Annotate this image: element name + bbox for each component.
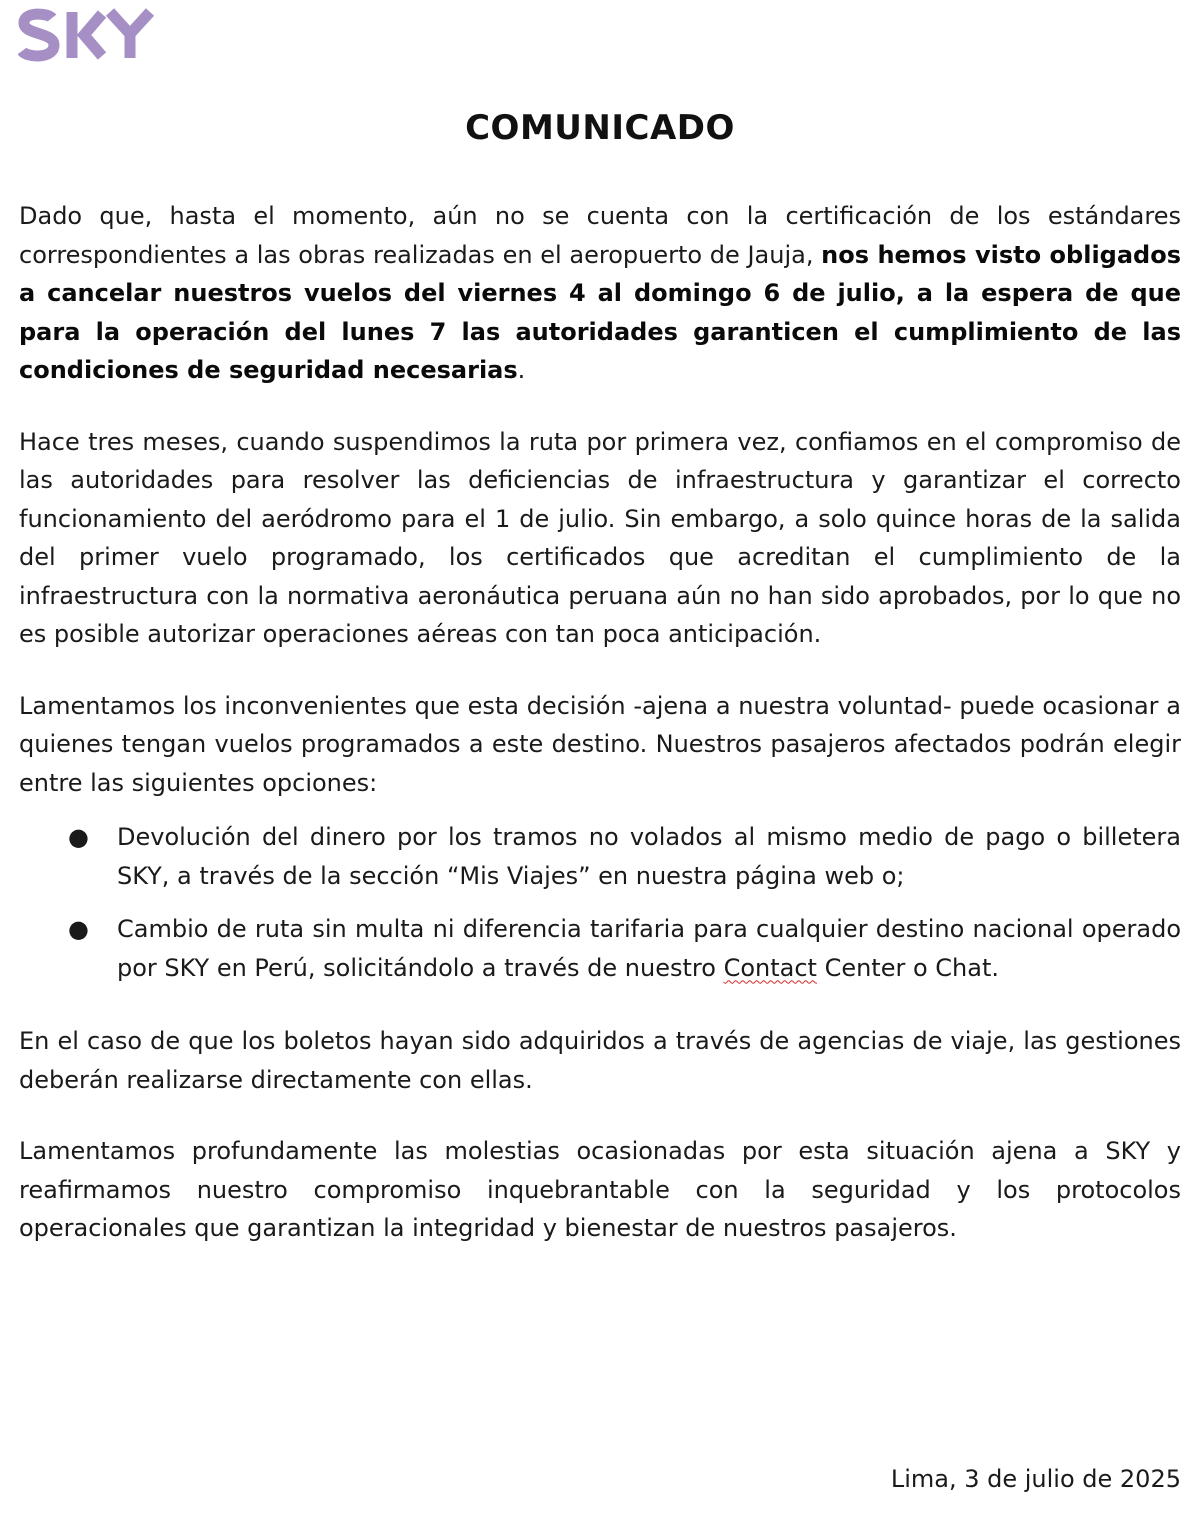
list-item-refund [19,818,1181,895]
paragraph-apology-options: Lamentamos los inconvenientes que esta decisión -ajena a nuestra voluntad- puede ocasionar a quienes tengan vuelos programados a este destino. Nuestros pasajeros afectados podrán elegir entre las siguientes opciones: [19,691,1181,797]
paragraph-closing: Lamentamos profundamente las molestias ocasionadas por esta situación ajena a SKY y reafirmamos nuestro compromiso inquebrantable con la seguridad y los protocolos operacionales que garantizan la integridad y bienestar de nuestros pasajeros. [19,1137,1181,1242]
paragraph-agencies: En el caso de que los boletos hayan sido adquiridos a través de agencias de viaje, las gestiones deberán realizarse directamente con ellas. [19,1027,1181,1094]
statement-body [19,197,1181,1281]
sky-logo [18,8,158,62]
paragraph-cancellation [19,197,1181,390]
paragraph-1-end: . [517,356,526,384]
sky-logo-icon [18,8,158,62]
page-title: COMUNICADO [465,108,735,148]
date-line: Lima, 3 de julio de 2025 [890,1465,1181,1493]
paragraph-1-bold: nos hemos visto obligados a cancelar nuestros vuelos del viernes 4 al domingo 6 de julio, a la espera de que para la operación del lunes 7 las autoridades garanticen el cumplimiento de las condiciones de seguridad necesarias [19,240,1181,384]
option-route-change-end: Center o Chat. [816,953,999,982]
list-item-route-change [19,910,1181,987]
options-list [19,818,1181,987]
bullet-icon: ● [68,823,89,851]
option-refund-text: Devolución del dinero por los tramos no volados al mismo medio de pago o billetera SKY, a través de la sección “Mis Viajes” en nuestra página web o; [117,823,1181,890]
option-route-change-text: Cambio de ruta sin multa ni diferencia tarifaria para cualquier destino nacional operado por SKY en Perú, solicitándolo a través de nuestro [117,915,1181,982]
bullet-icon: ● [68,915,89,943]
paragraph-1-intro: Dado que, hasta el momento, aún no se cuenta con la certificación de los estándares correspondientes a las obras realizadas en el aeropuerto de Jauja, [19,202,1181,269]
paragraph-background: Hace tres meses, cuando suspendimos la ruta por primera vez, confiamos en el compromiso de las autoridades para resolver las deficiencias de infraestructura y garantizar el correcto funcionamiento del aeródromo para el 1 de julio. Sin embargo, a solo quince horas de la salida del primer vuelo programado, los certificados que acreditan el cumplimiento de la infraestructura con la normativa aeronáutica peruana aún no han sido aprobados, por lo que no es posible autorizar operaciones aéreas con tan poca anticipación. [19,427,1181,648]
spellcheck-underlined-word: Contact [723,953,817,982]
